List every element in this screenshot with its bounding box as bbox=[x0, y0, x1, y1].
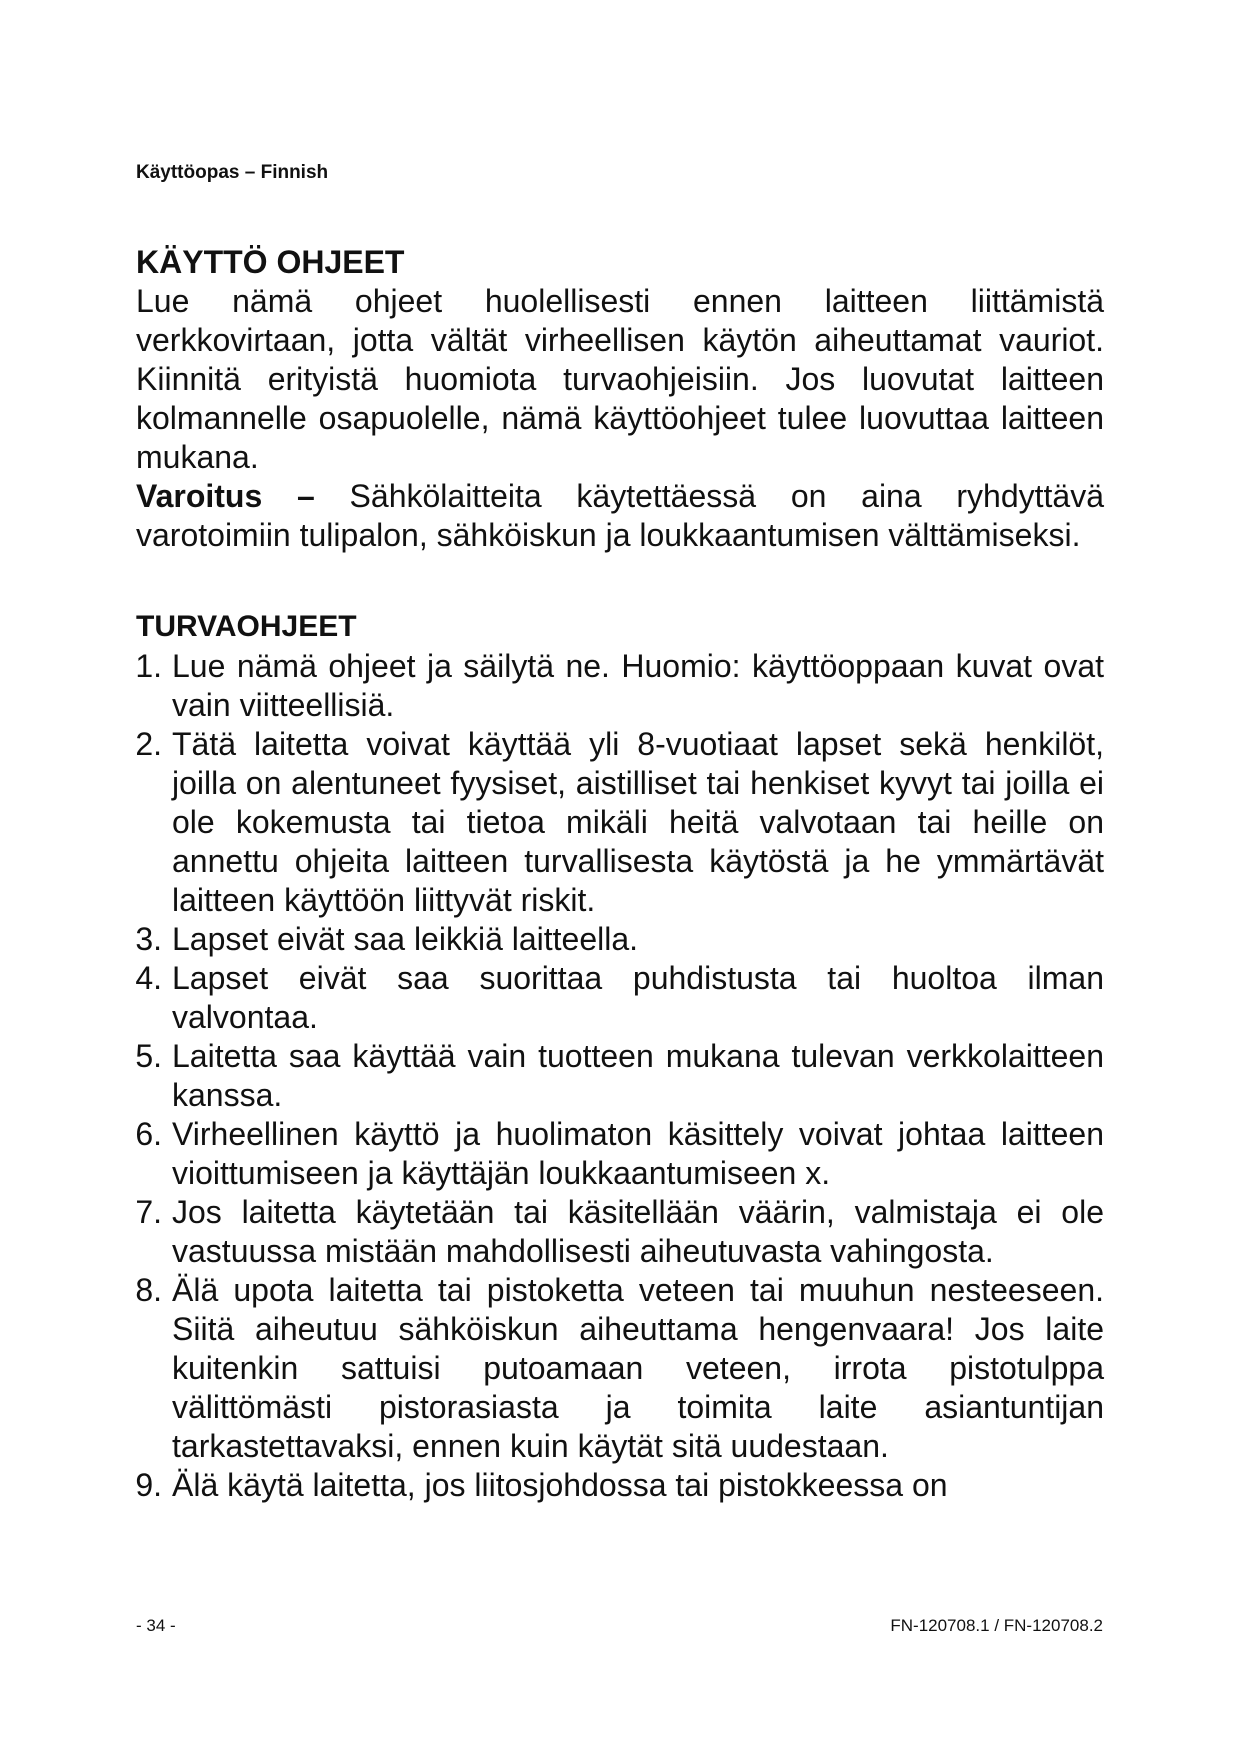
item-text: Älä upota laitetta tai pistoketta veteen tai muuhun nesteeseen. Siitä aiheutuu sähköiskun aiheuttama hengenvaara! Jos laite kuitenkin sattuisi putoamaan veteen, irrota pistotulppa välittömästi pistorasiasta ja toimita laite asiantuntijan tarkastettavaksi, ennen kuin käytät sitä uudestaan. bbox=[172, 1272, 1104, 1464]
warning-label: Varoitus – bbox=[136, 478, 315, 514]
main-content bbox=[136, 242, 1104, 1505]
warning-text: Sähkölaitteita käytettäessä on aina ryhdyttävä varotoimiin tulipalon, sähköiskun ja loukkaantumisen välttämiseksi. bbox=[136, 478, 1105, 553]
list-item bbox=[136, 920, 1104, 959]
list-item bbox=[136, 1466, 1104, 1505]
list-item bbox=[136, 1271, 1104, 1466]
item-number: 1. bbox=[135, 648, 162, 684]
item-number: 7. bbox=[135, 1194, 162, 1230]
item-number: 8. bbox=[135, 1272, 162, 1308]
list-item bbox=[136, 1193, 1104, 1271]
item-text: Lue nämä ohjeet ja säilytä ne. Huomio: käyttöoppaan kuvat ovat vain viitteellisiä. bbox=[172, 648, 1104, 723]
safety-list bbox=[136, 647, 1104, 1505]
item-text: Lapset eivät saa leikkiä laitteella. bbox=[172, 921, 639, 957]
page-number: - 34 - bbox=[136, 1616, 176, 1635]
list-item bbox=[136, 647, 1104, 725]
warning-paragraph bbox=[136, 477, 1104, 555]
item-text: Laitetta saa käyttää vain tuotteen mukana tulevan verkkolaitteen kanssa. bbox=[172, 1038, 1104, 1113]
item-text: Älä käytä laitetta, jos liitosjohdossa tai pistokkeessa on bbox=[172, 1467, 948, 1503]
section-title-instructions: KÄYTTÖ OHJEET bbox=[136, 244, 405, 280]
item-text: Jos laitetta käytetään tai käsitellään väärin, valmistaja ei ole vastuussa mistään mahdollisesti aiheutuvasta vahingosta. bbox=[172, 1194, 1104, 1269]
item-number: 4. bbox=[135, 960, 162, 996]
model-number: FN-120708.1 / FN-120708.2 bbox=[890, 1616, 1103, 1635]
item-text: Lapset eivät saa suorittaa puhdistusta tai huoltoa ilman valvontaa. bbox=[172, 960, 1104, 1035]
list-item bbox=[136, 1037, 1104, 1115]
item-text: Virheellinen käyttö ja huolimaton käsittely voivat johtaa laitteen vioittumiseen ja käyttäjän loukkaantumiseen x. bbox=[172, 1116, 1104, 1191]
document-header: Käyttöopas – Finnish bbox=[136, 162, 329, 183]
item-number: 5. bbox=[135, 1038, 162, 1074]
item-text: Tätä laitetta voivat käyttää yli 8-vuotiaat lapset sekä henkilöt, joilla on alentuneet fyysiset, aistilliset tai henkiset kyvyt tai joilla ei ole kokemusta tai tietoa mikäli heitä valvotaan tai heille on annettu ohjeita laitteen turvallisesta käytöstä ja he ymmärtävät laitteen käyttöön liittyvät riskit. bbox=[172, 726, 1104, 918]
item-number: 6. bbox=[135, 1116, 162, 1152]
list-item bbox=[136, 1115, 1104, 1193]
list-item bbox=[136, 959, 1104, 1037]
intro-paragraph: Lue nämä ohjeet huolellisesti ennen laitteen liittämistä verkkovirtaan, jotta vältät virheellisen käytön aiheuttamat vauriot. Kiinnitä erityistä huomiota turvaohjeisiin. Jos luovutat laitteen kolmannelle osapuolelle, nämä käyttöohjeet tulee luovuttaa laitteen mukana. bbox=[136, 283, 1104, 475]
item-number: 2. bbox=[135, 726, 162, 762]
list-item bbox=[136, 725, 1104, 920]
section-title-safety: TURVAOHJEET bbox=[136, 610, 357, 643]
item-number: 9. bbox=[135, 1467, 162, 1503]
item-number: 3. bbox=[135, 921, 162, 957]
